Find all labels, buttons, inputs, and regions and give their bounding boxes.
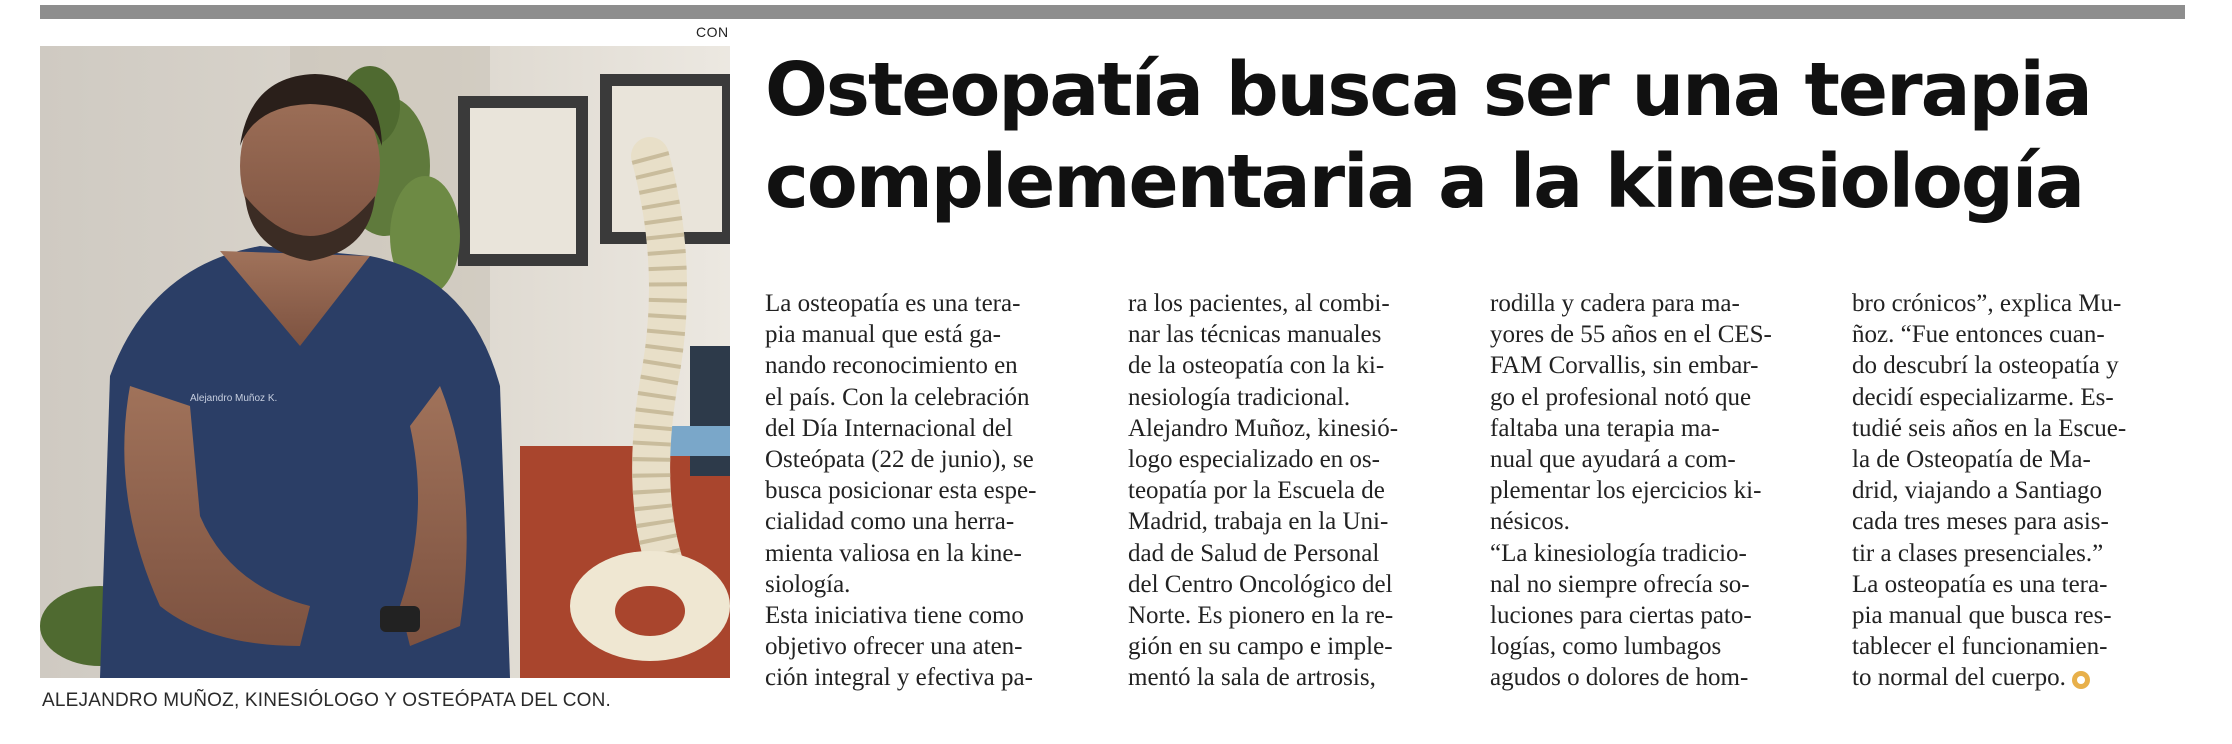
scrub-embroidery: Alejandro Muñoz K.	[190, 393, 278, 404]
article-column-1	[765, 288, 1105, 694]
article-text-line: to normal del cuerpo.	[1852, 664, 2066, 692]
article-text-line: nesiología tradicional.	[1128, 383, 1351, 411]
article-column-4	[1852, 288, 2192, 694]
article-text-line: agudos o dolores de hom-	[1490, 664, 1749, 692]
article-text-line: pia manual que está ga-	[765, 321, 1002, 349]
top-rule	[40, 5, 2185, 19]
article-text-line: tudié seis años en la Escue-	[1852, 414, 2127, 442]
article-text-line: yores de 55 años en el CES-	[1490, 321, 1772, 349]
article-text-line: nando reconocimiento en	[765, 352, 1018, 380]
article-text-line: el país. Con la celebración	[765, 383, 1030, 411]
article-text-line: nar las técnicas manuales	[1128, 321, 1382, 349]
article-text-line: Norte. Es pionero en la re-	[1128, 602, 1394, 630]
headline-line-2: complementaria a la kinesiología	[765, 139, 2084, 225]
article-text-line: bro crónicos”, explica Mu-	[1852, 290, 2122, 317]
article-text-line: ra los pacientes, al combi-	[1128, 290, 1390, 317]
article-text-line: Osteópata (22 de junio), se	[765, 446, 1034, 474]
article-text-line: ción integral y efectiva pa-	[765, 664, 1033, 692]
source-tag: CON	[696, 24, 729, 40]
article-text-line: logo especializado en os-	[1128, 446, 1380, 474]
article-text-line: cada tres meses para asis-	[1852, 508, 2109, 536]
article-text-line: busca posicionar esta espe-	[765, 477, 1037, 505]
article-text-line: siología.	[765, 570, 851, 598]
article-text-line: teopatía por la Escuela de	[1128, 477, 1385, 505]
end-mark-icon	[2072, 671, 2090, 689]
article-text-line: rodilla y cadera para ma-	[1490, 290, 1740, 317]
article-text-line: faltaba una terapia ma-	[1490, 414, 1720, 442]
article-text-line: Esta iniciativa tiene como	[765, 602, 1024, 630]
article-text-line: plementar los ejercicios ki-	[1490, 477, 1762, 505]
article-text-line: Madrid, trabaja en la Uni-	[1128, 508, 1389, 536]
article-text-line: Alejandro Muñoz, kinesió-	[1128, 414, 1399, 442]
article-text-line: ñoz. “Fue entonces cuan-	[1852, 321, 2105, 349]
article-text-line: La osteopatía es una tera-	[765, 290, 1021, 317]
article-text-line: logías, como lumbagos	[1490, 633, 1722, 661]
article-column-2	[1128, 288, 1468, 694]
article-text-line: mentó la sala de artrosis,	[1128, 664, 1376, 692]
article-text-line: tir a clases presenciales.”	[1852, 539, 2104, 567]
article-text-line: decidí especializarme. Es-	[1852, 383, 2114, 411]
article-text-line: nual que ayudará a com-	[1490, 446, 1736, 474]
article-text-line: go el profesional notó que	[1490, 383, 1752, 411]
article-text-line: luciones para ciertas pato-	[1490, 602, 1752, 630]
article-text-line: FAM Corvallis, sin embar-	[1490, 352, 1759, 380]
article-text-line: la de Osteopatía de Ma-	[1852, 446, 2091, 474]
article-text-line: gión en su campo e imple-	[1128, 633, 1393, 661]
article-text-line: de la osteopatía con la ki-	[1128, 352, 1385, 380]
article-text-line: objetivo ofrecer una aten-	[765, 633, 1023, 661]
article-text-line: pia manual que busca res-	[1852, 602, 2112, 630]
article-text-line: “La kinesiología tradicio-	[1490, 539, 1747, 567]
article-text-line: dad de Salud de Personal	[1128, 539, 1380, 567]
article-text-line: tablecer el funcionamien-	[1852, 633, 2108, 661]
article-text-line: La osteopatía es una tera-	[1852, 570, 2108, 598]
article-text-line: nésicos.	[1490, 508, 1570, 536]
headline-line-1: Osteopatía busca ser una terapia	[765, 47, 2091, 133]
headline	[765, 44, 2165, 228]
article-text-line: drid, viajando a Santiago	[1852, 477, 2102, 505]
article-photo	[40, 46, 730, 678]
article-text-line: nal no siempre ofrecía so-	[1490, 570, 1750, 598]
article-column-3	[1490, 288, 1830, 694]
photo-caption: ALEJANDRO MUÑOZ, KINESIÓLOGO Y OSTEÓPATA DEL CON.	[42, 690, 612, 711]
article-text-line: do descubrí la osteopatía y	[1852, 352, 2119, 380]
article-text-line: del Centro Oncológico del	[1128, 570, 1393, 598]
article-text-line: mienta valiosa en la kine-	[765, 539, 1022, 567]
article-text-line: cialidad como una herra-	[765, 508, 1015, 536]
article-text-line: del Día Internacional del	[765, 414, 1013, 442]
